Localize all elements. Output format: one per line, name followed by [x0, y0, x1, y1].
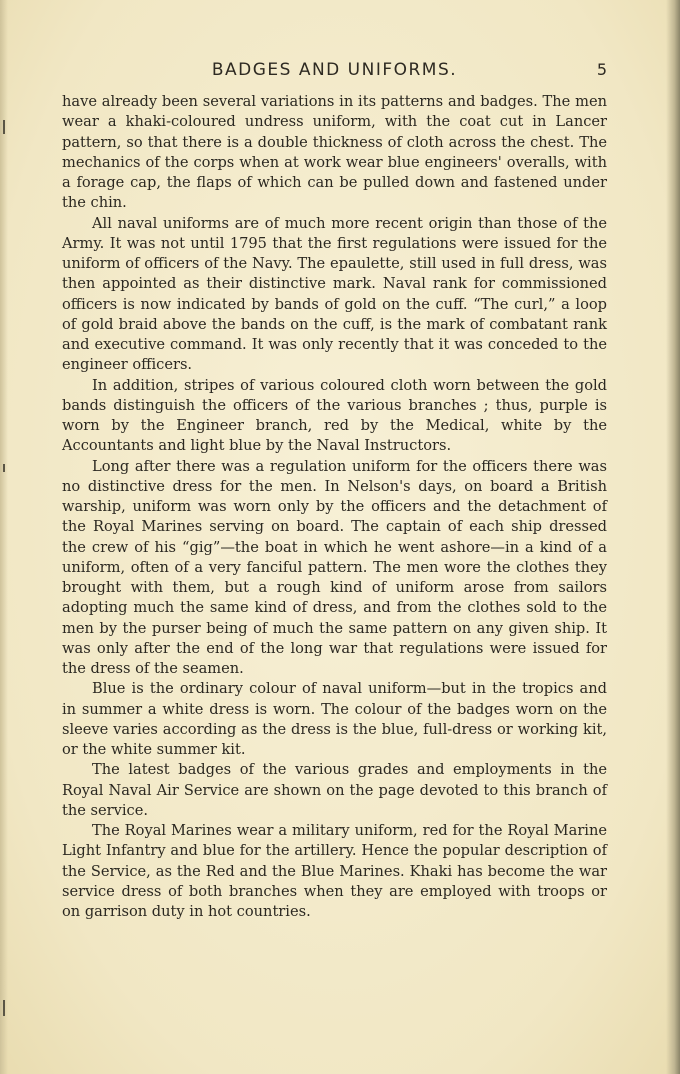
paragraph: The latest badges of the various grades and employments in the Royal Naval Air Service are shown on the page devoted to this branch of the service. [62, 761, 607, 819]
margin-mark [3, 120, 5, 134]
margin-mark [3, 464, 5, 472]
paragraph: In addition, stripes of various coloured cloth worn between the gold bands distinguish the officers of the various branches ; thus, purple is worn by the Engineer branch, red by the Medical, white by the Accountants and light blue by the Naval Instructors. [62, 376, 607, 455]
paragraph: Blue is the ordinary colour of naval uniform—but in the tropics and in summer a white dress is worn. The colour of the badges worn on the sleeve varies according as the dress is the blue, full-dress or working kit, or the white summer kit. [62, 680, 607, 758]
margin-mark [3, 1000, 5, 1016]
page-header [62, 60, 607, 84]
body-text [62, 92, 607, 922]
running-title: BADGES AND UNIFORMS. [211, 60, 458, 80]
paragraph: The Royal Marines wear a military uniform, red for the Royal Marine Light Infantry and blue for the artillery. Hence the popular description of the Service, as the Red and the Blue Marines. Khaki has become the war service dress of both branches when they are employed with troops or on garrison duty in hot countries. [62, 822, 607, 920]
page-number: 5 [596, 60, 607, 79]
paragraph: All naval uniforms are of much more recent origin than those of the Army. It was not until 1795 that the first regulations were issued for the uniform of officers of the Navy. The epaulette, still used in full dress, was then appointed as their distinctive mark. Naval rank for commissioned officers is now indicated by bands of gold on the cuff. “The curl,” a loop of gold braid above the bands on the cuff, is the mark of combatant rank and executive command. It was only recently that it was conceded to the engineer officers. [62, 214, 607, 374]
paragraph: Long after there was a regulation uniform for the officers there was no distinctive dress for the men. In Nelson's days, on board a British warship, uniform was worn only by the officers and the detachment of the Royal Marines serving on board. The captain of each ship dressed the crew of his “gig”—the boat in which he went ashore—in a kind of a uniform, often of a very fanciful pattern. The men wore the clothes they brought with them, but a rough kind of uniform arose from sailors adopting much the same kind of dress, and from the clothes sold to the men by the purser being of much the same pattern on any given ship. It was only after the end of the long war that regulations were issued for the dress of the seamen. [62, 457, 607, 677]
page-left-edge [0, 0, 8, 1074]
paragraph: have already been several variations in its patterns and badges. The men wear a khaki-coloured undress uniform, with the coat cut in Lancer pattern, so that there is a double thickness of cloth across the chest. The mechanics of the corps when at work wear blue engineers' overalls, with a forage cap, the flaps of which can be pulled down and fastened under the chin. [62, 93, 607, 212]
page-right-edge [666, 0, 680, 1074]
